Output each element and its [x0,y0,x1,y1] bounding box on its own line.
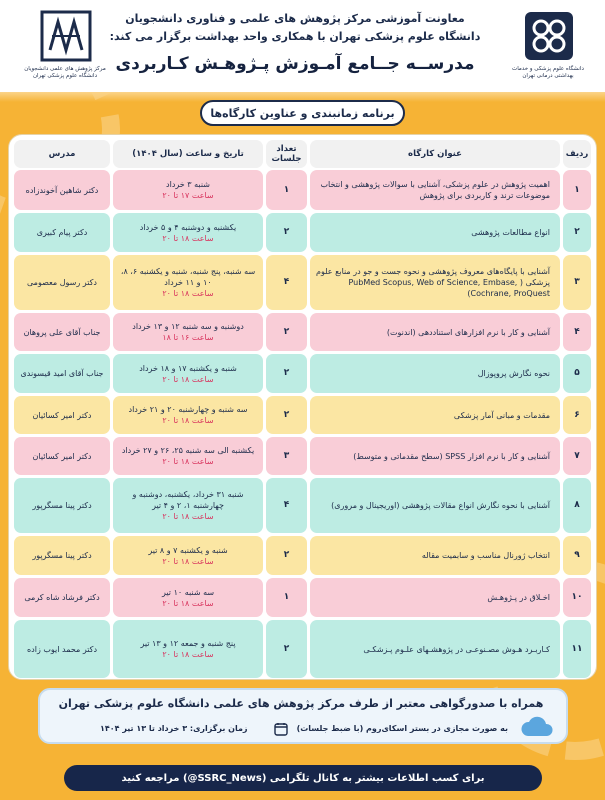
row-number: ۱۱ [563,620,591,678]
workshop-date: سه شنبه، پنج شنبه، شنبه و یکشنبه ۶، ۸، ۱۰ و ۱۱ خرداد [120,267,256,287]
workshop-title: اخـلاق در پـژوهـش [310,578,560,617]
row-number: ۷ [563,437,591,475]
event-format: به صورت مجازی در بستر اسکای‌روم (با ضبط جلسات) [296,724,508,733]
header [0,0,605,92]
teacher-name: جناب آقای علی پروهان [14,313,110,351]
workshop-date-cell [113,354,263,393]
row-number: ۱۰ [563,578,591,617]
header-sessions: تعداد جلسات [266,140,307,168]
workshop-date-cell [113,620,263,678]
certificate-headline: همراه با صدورگواهی معتبر از طرف مرکز پژوهش های علمی دانشگاه علوم پزشکی تهران [58,697,544,710]
row-number: ۹ [563,536,591,575]
workshop-date: شنبه و یکشنبه ۱۷ و ۱۸ خرداد [139,363,237,373]
workshop-time: ساعت ۱۸ تا ۲۰ [162,457,214,466]
workshop-date: شنبه ۳ خرداد [166,180,210,189]
workshop-date: پنج شنبه و جمعه ۱۲ و ۱۳ تیر [140,639,236,648]
teacher-name: دکتر پینا مسگرپور [14,536,110,575]
workshop-title: انتخاب ژورنال مناسب و سابمیت مقاله [310,536,560,575]
event-dates: زمان برگزاری: ۳ خرداد تا ۱۳ تیر ۱۴۰۴ [100,724,248,733]
session-count: ۲ [266,313,307,351]
workshop-date-cell [113,170,263,210]
workshop-date: سه شنبه و چهارشنبه ۲۰ و ۲۱ خرداد [128,405,248,414]
workshop-date-cell [113,578,263,617]
workshop-time: ساعت ۱۸ تا ۲۰ [162,289,214,298]
teacher-name: دکتر امیر کسائیان [14,437,110,475]
session-count: ۳ [266,437,307,475]
header-date-time: تاریخ و ساعت (سال ۱۴۰۴) [113,140,263,168]
workshop-title: نحوه نگارش پروپوزال [310,354,560,393]
right-logo-caption: دانشگاه علوم پزشکی و خدمات بهداشتی درمانی تهران [512,66,584,79]
session-count: ۴ [266,255,307,310]
workshop-date-cell [113,396,263,434]
university-logo-icon [523,10,575,64]
workshop-date-cell [113,313,263,351]
workshop-title: آشنایی و کار با نرم افزارهای استناددهی (اندنوت) [310,313,560,351]
certificate-box [38,688,568,744]
workshop-time: ساعت ۱۸ تا ۲۰ [162,650,214,659]
workshop-date: شنبه و یکشنبه ۷ و ۸ تیر [148,545,228,555]
teacher-name: دکتر شاهین آخوندزاده [14,170,110,210]
workshop-date-cell [113,255,263,310]
workshop-title: آشنایی با نحوه نگارش انواع مقالات پژوهشی (اوریجینال و مروری) [310,478,560,533]
calendar-icon [274,722,288,736]
workshop-time: ساعت ۱۸ تا ۲۰ [162,233,214,243]
workshop-date: شنبه ۳۱ خرداد، یکشنبه، دوشنبه و چهارشنبه ۱، ۲ و ۴ تیر [132,490,244,510]
teacher-name: دکتر فرشاد شاه کرمی [14,578,110,617]
workshop-title: آشنایی با پایگاه‌های معروف پژوهشی و نحوه جست و جو در منابع علوم پزشکی ( PubMed Scopus, Web of Science, Embase, Cochrane, ProQuest) [310,255,560,310]
session-count: ۲ [266,620,307,678]
workshop-date: دوشنبه و سه شنبه ۱۲ و ۱۳ خرداد [132,322,244,331]
left-logo-caption: مرکز پژوهش های علمی دانشجویان دانشگاه علوم پزشکی تهران [24,66,106,79]
schedule-subtitle: برنامه زمانبندی و عناوین کارگاه‌ها [200,100,405,126]
telegram-channel-link[interactable]: برای کسب اطلاعات بیشتر به کانال تلگرامی (SSRC_News@) مراجعه کنید [64,765,542,791]
teacher-name: دکتر امیر کسائیان [14,396,110,434]
row-number: ۵ [563,354,591,393]
workshop-time: ساعت ۱۷ تا ۲۰ [162,191,214,200]
session-count: ۲ [266,536,307,575]
workshop-title: کـاربـرد هـوش مصـنوعـی در پژوهشـهای علـوم پـزشکـی [310,620,560,678]
workshop-time: ساعت ۱۶ تا ۱۸ [162,333,214,342]
workshop-title: مقدمات و مبانی آمار پزشکی [310,396,560,434]
workshop-date-cell [113,437,263,475]
workshop-date: یکشنبه الی سه شنبه ۲۵، ۲۶ و ۲۷ خرداد [121,446,255,455]
teacher-name: دکتر رسول معصومی [14,255,110,310]
workshop-title: آشنایی و کار با نرم افزار SPSS (سطح مقدماتی و متوسط) [310,437,560,475]
row-number: ۶ [563,396,591,434]
teacher-name: دکتر پینا مسگرپور [14,478,110,533]
workshop-title: اهمیت پژوهش در علوم پزشکی، آشنایی با سوالات پژوهشی و انتخاب موضوعات ترند و کاربردی برای پژوهش [310,170,560,210]
workshop-time: ساعت ۱۸ تا ۲۰ [162,416,214,425]
header-line-2: دانشگاه علوم پزشکی تهران با همکاری واحد بهداشت برگزار می کند: [109,30,481,43]
row-number: ۲ [563,213,591,252]
cloud-icon [520,716,554,738]
teacher-name: جناب آقای امید قیسوندی [14,354,110,393]
session-count: ۴ [266,478,307,533]
teacher-name: دکتر پیام کبیری [14,213,110,252]
row-number: ۴ [563,313,591,351]
teacher-name: دکتر محمد ایوب زاده [14,620,110,678]
research-center-logo-icon [40,10,92,64]
workshop-date-cell [113,536,263,575]
page-title: مدرســه جــامع آمـوزش پـژوهـش کـاربردی [115,54,475,74]
workshop-date: سه شنبه ۱۰ تیر [161,587,215,597]
session-count: ۱ [266,578,307,617]
workshop-time: ساعت ۱۸ تا ۲۰ [162,374,214,384]
workshop-time: ساعت ۱۸ تا ۲۰ [162,598,214,608]
workshop-date-cell [113,213,263,252]
workshop-time: ساعت ۱۸ تا ۲۰ [162,556,214,566]
row-number: ۸ [563,478,591,533]
session-count: ۲ [266,213,307,252]
header-line-1: معاونت آموزشی مرکز پژوهش های علمی و فناوری دانشجویان [125,12,465,25]
workshop-date: یکشنبه و دوشنبه ۴ و ۵ خرداد [139,222,237,232]
header-workshop-title: عنوان کارگاه [310,140,560,168]
session-count: ۲ [266,354,307,393]
header-row-number: ردیف [563,140,591,168]
row-number: ۱ [563,170,591,210]
session-count: ۲ [266,396,307,434]
workshop-date-cell [113,478,263,533]
workshop-time: ساعت ۱۸ تا ۲۰ [162,512,214,521]
session-count: ۱ [266,170,307,210]
row-number: ۳ [563,255,591,310]
header-teacher: مدرس [14,140,110,168]
workshop-title: انواع مطالعات پژوهشی [310,213,560,252]
